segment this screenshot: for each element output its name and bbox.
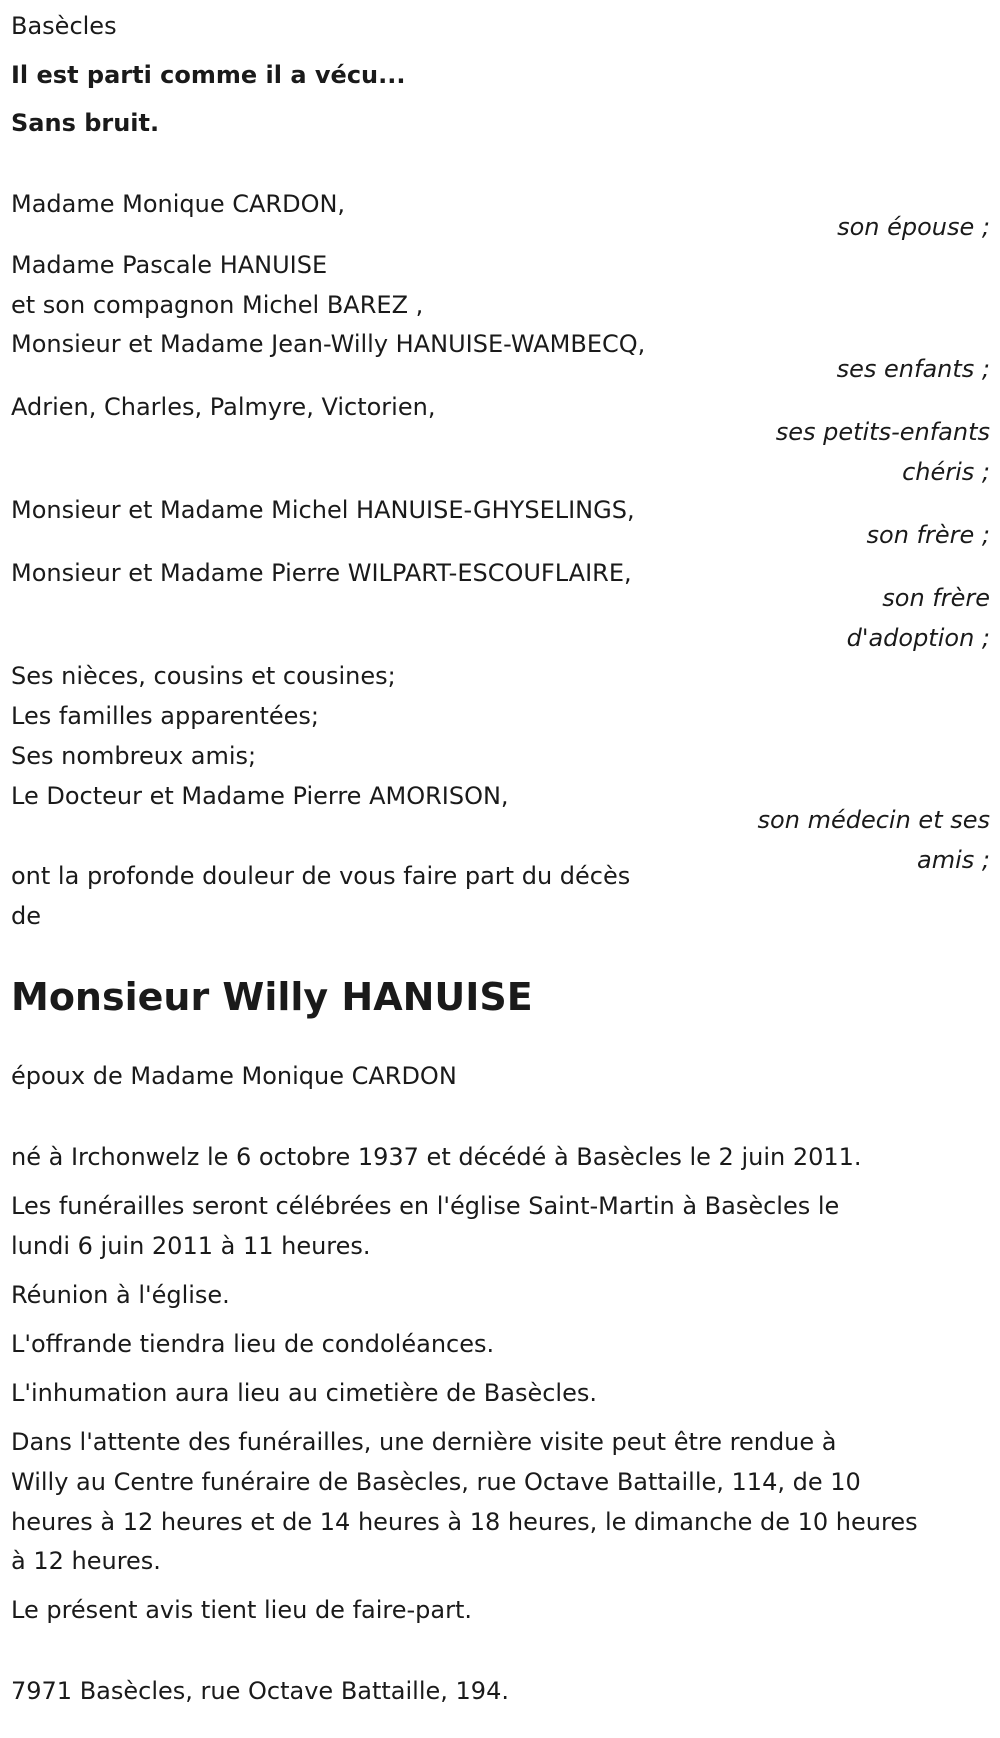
grandchildren-role-1: ses petits-enfants — [775, 418, 990, 446]
doctor-role-2: amis ; — [917, 846, 990, 874]
birth-death-line: né à Irchonwelz le 6 octobre 1937 et décédé à Basècles le 2 juin 2011. — [11, 1143, 862, 1171]
others-line-3: Ses nombreux amis; — [11, 742, 257, 770]
offering-line: L'offrande tiendra lieu de condoléances. — [11, 1330, 495, 1358]
brother-name: Monsieur et Madame Michel HANUISE-GHYSELINGS, — [11, 496, 635, 524]
doctor-name: Le Docteur et Madame Pierre AMORISON, — [11, 782, 509, 810]
visit-line-1: Dans l'attente des funérailles, une dernière visite peut être rendue à — [11, 1428, 837, 1456]
visit-line-2: Willy au Centre funéraire de Basècles, rue Octave Battaille, 114, de 10 — [11, 1468, 861, 1496]
adoptive-brother-role-2: d'adoption ; — [846, 624, 990, 652]
others-line-2: Les familles apparentées; — [11, 702, 320, 730]
meeting-line: Réunion à l'église. — [11, 1281, 230, 1309]
spouse-of-line: époux de Madame Monique CARDON — [11, 1062, 457, 1090]
deceased-name: Monsieur Willy HANUISE — [11, 975, 533, 1019]
children-line-3: Monsieur et Madame Jean-Willy HANUISE-WAMBECQ, — [11, 330, 646, 358]
address-line: 7971 Basècles, rue Octave Battaille, 194. — [11, 1677, 509, 1705]
verse-line-1: Il est parti comme il a vécu... — [11, 61, 406, 89]
spouse-name: Madame Monique CARDON, — [11, 190, 346, 218]
town-name: Basècles — [11, 12, 117, 40]
verse-line-2: Sans bruit. — [11, 109, 160, 137]
announcement-line-1: ont la profonde douleur de vous faire part du décès — [11, 862, 631, 890]
grandchildren-names: Adrien, Charles, Palmyre, Victorien, — [11, 393, 436, 421]
announcement-line-2: de — [11, 902, 41, 930]
children-line-2: et son compagnon Michel BAREZ , — [11, 291, 424, 319]
visit-line-4: à 12 heures. — [11, 1547, 161, 1575]
burial-line: L'inhumation aura lieu au cimetière de Basècles. — [11, 1379, 597, 1407]
brother-role: son frère ; — [866, 521, 990, 549]
funeral-line-2: lundi 6 juin 2011 à 11 heures. — [11, 1232, 371, 1260]
adoptive-brother-role-1: son frère — [882, 584, 990, 612]
children-line-1: Madame Pascale HANUISE — [11, 251, 328, 279]
notice-line: Le présent avis tient lieu de faire-part. — [11, 1596, 473, 1624]
visit-line-3: heures à 12 heures et de 14 heures à 18 heures, le dimanche de 10 heures — [11, 1508, 918, 1536]
adoptive-brother-name: Monsieur et Madame Pierre WILPART-ESCOUFLAIRE, — [11, 559, 632, 587]
doctor-role-1: son médecin et ses — [757, 806, 990, 834]
funeral-line-1: Les funérailles seront célébrées en l'église Saint-Martin à Basècles le — [11, 1192, 840, 1220]
spouse-role: son épouse ; — [837, 213, 990, 241]
grandchildren-role-2: chéris ; — [902, 458, 990, 486]
others-line-1: Ses nièces, cousins et cousines; — [11, 662, 396, 690]
children-role: ses enfants ; — [836, 355, 990, 383]
